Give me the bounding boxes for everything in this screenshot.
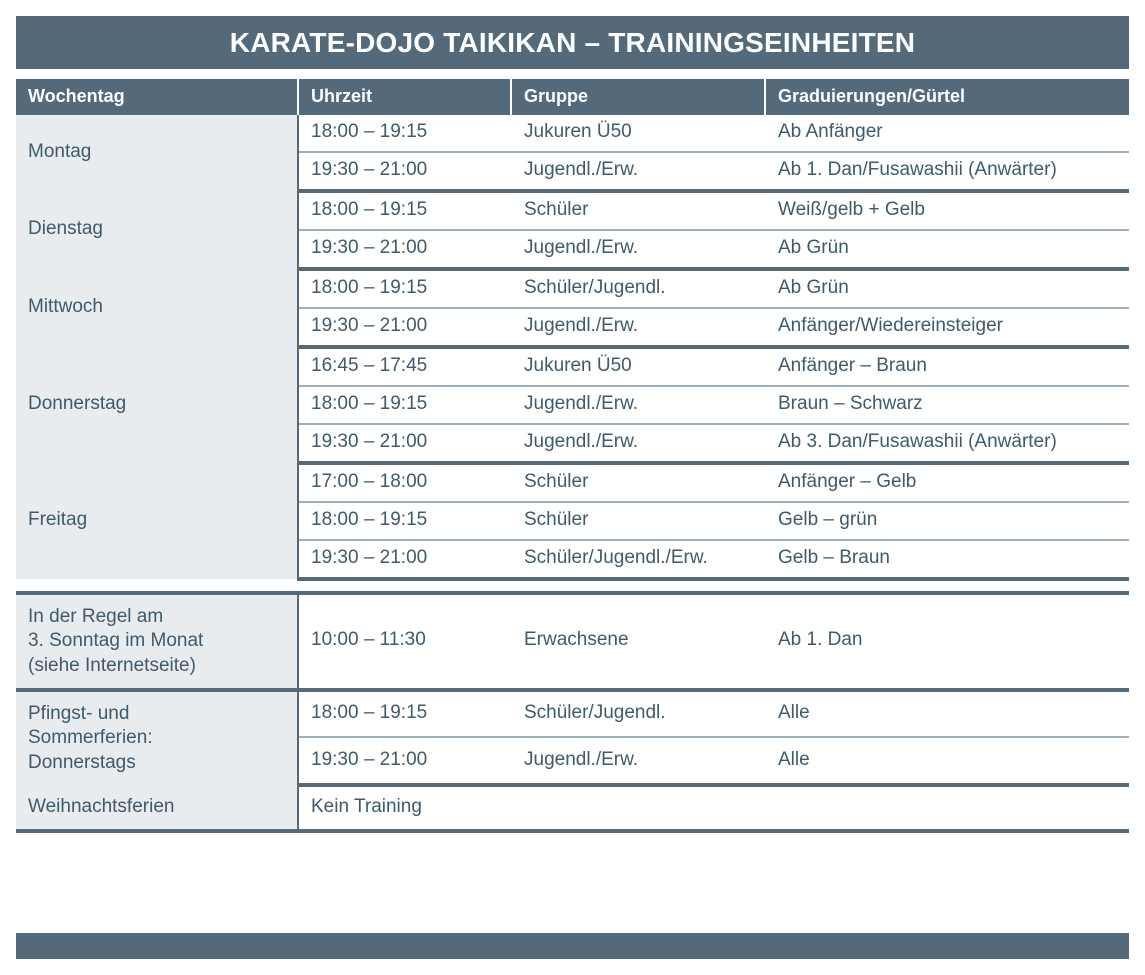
weekday-cell: Montag (16, 115, 298, 191)
group-cell: Schüler/Jugendl./Erw. (511, 540, 765, 579)
time-cell: 18:00 – 19:15 (298, 191, 511, 230)
time-cell: 18:00 – 19:15 (298, 690, 511, 737)
group-cell: Jugendl./Erw. (511, 737, 765, 784)
group-cell: Jugendl./Erw. (511, 424, 765, 463)
page-title-bar (16, 16, 1129, 69)
time-cell: 18:00 – 19:15 (298, 269, 511, 308)
grade-cell: Ab Grün (765, 230, 1129, 269)
weekday-cell: Freitag (16, 463, 298, 579)
table-row (16, 593, 1129, 690)
time-cell: 17:00 – 18:00 (298, 463, 511, 502)
grade-cell: Alle (765, 690, 1129, 737)
table-row (16, 191, 1129, 230)
grade-cell: Alle (765, 737, 1129, 784)
grade-cell: Anfänger – Gelb (765, 463, 1129, 502)
footer-bar (16, 933, 1129, 959)
table-row (16, 785, 1129, 831)
time-cell: 18:00 – 19:15 (298, 502, 511, 540)
weekday-cell: Donnerstag (16, 347, 298, 463)
grade-cell: Braun – Schwarz (765, 386, 1129, 424)
section-gap-cell (16, 579, 1129, 593)
table-row (16, 463, 1129, 502)
time-cell: 16:45 – 17:45 (298, 347, 511, 386)
time-cell: 18:00 – 19:15 (298, 115, 511, 152)
group-cell: Erwachsene (511, 593, 765, 690)
column-header-time: Uhrzeit (298, 79, 511, 115)
group-cell: Jukuren Ü50 (511, 347, 765, 386)
grade-cell: Ab 1. Dan (765, 593, 1129, 690)
note-label-cell: Weihnachtsferien (16, 785, 298, 831)
table-row (16, 115, 1129, 152)
column-header-group: Gruppe (511, 79, 765, 115)
table-body (16, 115, 1129, 831)
grade-cell: Anfänger/Wiedereinsteiger (765, 308, 1129, 347)
grade-cell: Ab Anfänger (765, 115, 1129, 152)
group-cell: Schüler (511, 191, 765, 230)
time-cell: Kein Training (298, 785, 1129, 831)
group-cell: Schüler/Jugendl. (511, 690, 765, 737)
training-schedule-table (16, 79, 1129, 833)
time-cell: 19:30 – 21:00 (298, 737, 511, 784)
time-cell: 10:00 – 11:30 (298, 593, 511, 690)
table-row (16, 269, 1129, 308)
grade-cell: Anfänger – Braun (765, 347, 1129, 386)
note-label-cell: Pfingst- und Sommerferien: Donnerstags (16, 690, 298, 785)
group-cell: Jugendl./Erw. (511, 152, 765, 191)
group-cell: Schüler/Jugendl. (511, 269, 765, 308)
column-header-weekday: Wochentag (16, 79, 298, 115)
time-cell: 19:30 – 21:00 (298, 424, 511, 463)
time-cell: 18:00 – 19:15 (298, 386, 511, 424)
group-cell: Jugendl./Erw. (511, 386, 765, 424)
note-label-cell: In der Regel am 3. Sonntag im Monat (siehe Internetseite) (16, 593, 298, 690)
column-header-grade: Graduierungen/Gürtel (765, 79, 1129, 115)
grade-cell: Ab Grün (765, 269, 1129, 308)
grade-cell: Gelb – grün (765, 502, 1129, 540)
grade-cell: Gelb – Braun (765, 540, 1129, 579)
table-row (16, 347, 1129, 386)
table-header (16, 79, 1129, 115)
weekday-cell: Mittwoch (16, 269, 298, 347)
time-cell: 19:30 – 21:00 (298, 308, 511, 347)
group-cell: Jugendl./Erw. (511, 230, 765, 269)
weekday-cell: Dienstag (16, 191, 298, 269)
table-header-row (16, 79, 1129, 115)
group-cell: Jukuren Ü50 (511, 115, 765, 152)
group-cell: Schüler (511, 463, 765, 502)
time-cell: 19:30 – 21:00 (298, 230, 511, 269)
grade-cell: Weiß/gelb + Gelb (765, 191, 1129, 230)
group-cell: Schüler (511, 502, 765, 540)
schedule-page (0, 16, 1145, 975)
section-gap (16, 579, 1129, 593)
time-cell: 19:30 – 21:00 (298, 540, 511, 579)
page-title: KARATE-DOJO TAIKIKAN – TRAININGSEINHEITEN (229, 26, 916, 58)
time-cell: 19:30 – 21:00 (298, 152, 511, 191)
table-row (16, 690, 1129, 737)
grade-cell: Ab 1. Dan/Fusawashii (Anwärter) (765, 152, 1129, 191)
grade-cell: Ab 3. Dan/Fusawashii (Anwärter) (765, 424, 1129, 463)
group-cell: Jugendl./Erw. (511, 308, 765, 347)
